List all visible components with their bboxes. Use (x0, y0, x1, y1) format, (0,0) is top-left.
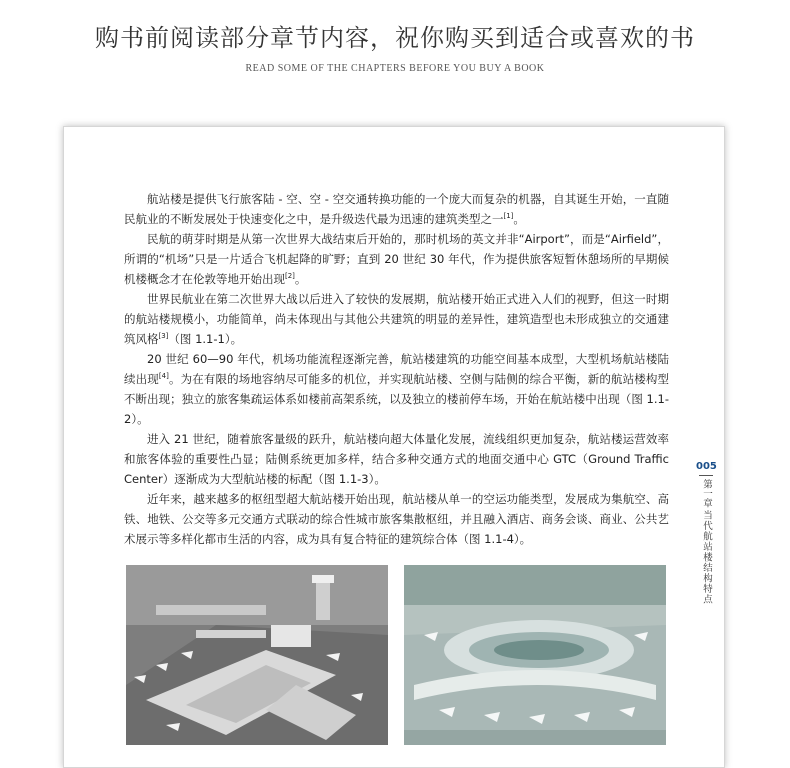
body-text (124, 189, 669, 549)
paragraph: 航站楼是提供飞行旅客陆 - 空、空 - 空交通转换功能的一个庞大而复杂的机器，自其诞生开始，一直随民航业的不断发展处于快速变化之中，是升级迭代最为迅速的建筑类型之一[1]。 (124, 192, 669, 226)
airport-photo-bw (126, 565, 388, 745)
paragraph: 20 世纪 60—90 年代，机场功能流程逐渐完善，航站楼建筑的功能空间基本成型，大型机场航站楼陆续出现[4]。为在有限的场地容纳尽可能多的机位，并实现航站楼、空侧与陆侧的综合平衡，新的航站楼构型不断出现；独立的旅客集疏运体系如楼前高架系统，以及独立的楼前停车场，开始在航站楼中出现（图 1.1-2）。 (124, 352, 670, 426)
paragraph: 进入 21 世纪，随着旅客量级的跃升，航站楼向超大体量化发展，流线组织更加复杂，航站楼运营效率和旅客体验的重要性凸显；陆侧系统更加多样，结合多种交通方式的地面交通中心 GTC（Ground Traffic Center）逐渐成为大型航站楼的标配（图 1.1-3）。 (124, 432, 669, 486)
page-number: 005 (696, 461, 717, 472)
book-page (63, 126, 725, 768)
airport-photo-color (404, 565, 666, 745)
chapter-label: 第一章 (701, 479, 712, 508)
chapter-side-tab (696, 461, 716, 604)
paragraph: 民航的萌芽时期是从第一次世界大战结束后开始的，那时机场的英文并非“Airport”，而是“Airfield”，所谓的“机场”只是一片适合飞机起降的旷野；直到 20 世纪 30 年代，作为提供旅客短暂休憩场所的早期候机楼概念才在伦敦等地开始出现[2]。 (124, 232, 669, 286)
paragraph: 近年来，越来越多的枢纽型超大航站楼开始出现，航站楼从单一的空运功能类型，发展成为集航空、高铁、地铁、公交等多元交通方式联动的综合性城市旅客集散枢纽，并且融入酒店、商务会谈、商业、公共艺术展示等多样化都市生活的内容，成为具有复合特征的建筑综合体（图 1.1-4）。 (124, 492, 669, 546)
side-divider (699, 475, 713, 476)
banner-subtitle: READ SOME OF THE CHAPTERS BEFORE YOU BUY A BOOK (245, 63, 545, 74)
paragraph: 世界民航业在第二次世界大战以后进入了较快的发展期，航站楼开始正式进入人们的视野，但这一时期的航站楼规模小，功能简单，尚未体现出与其他公共建筑的明显的差异性，建筑造型也未形成独立的交通建筑风格[3]（图 1.1-1）。 (124, 292, 669, 346)
banner-title: 购书前阅读部分章节内容，祝你购买到适合或喜欢的书 (95, 24, 695, 52)
chapter-title: 当代航站楼结构特点 (701, 509, 712, 604)
